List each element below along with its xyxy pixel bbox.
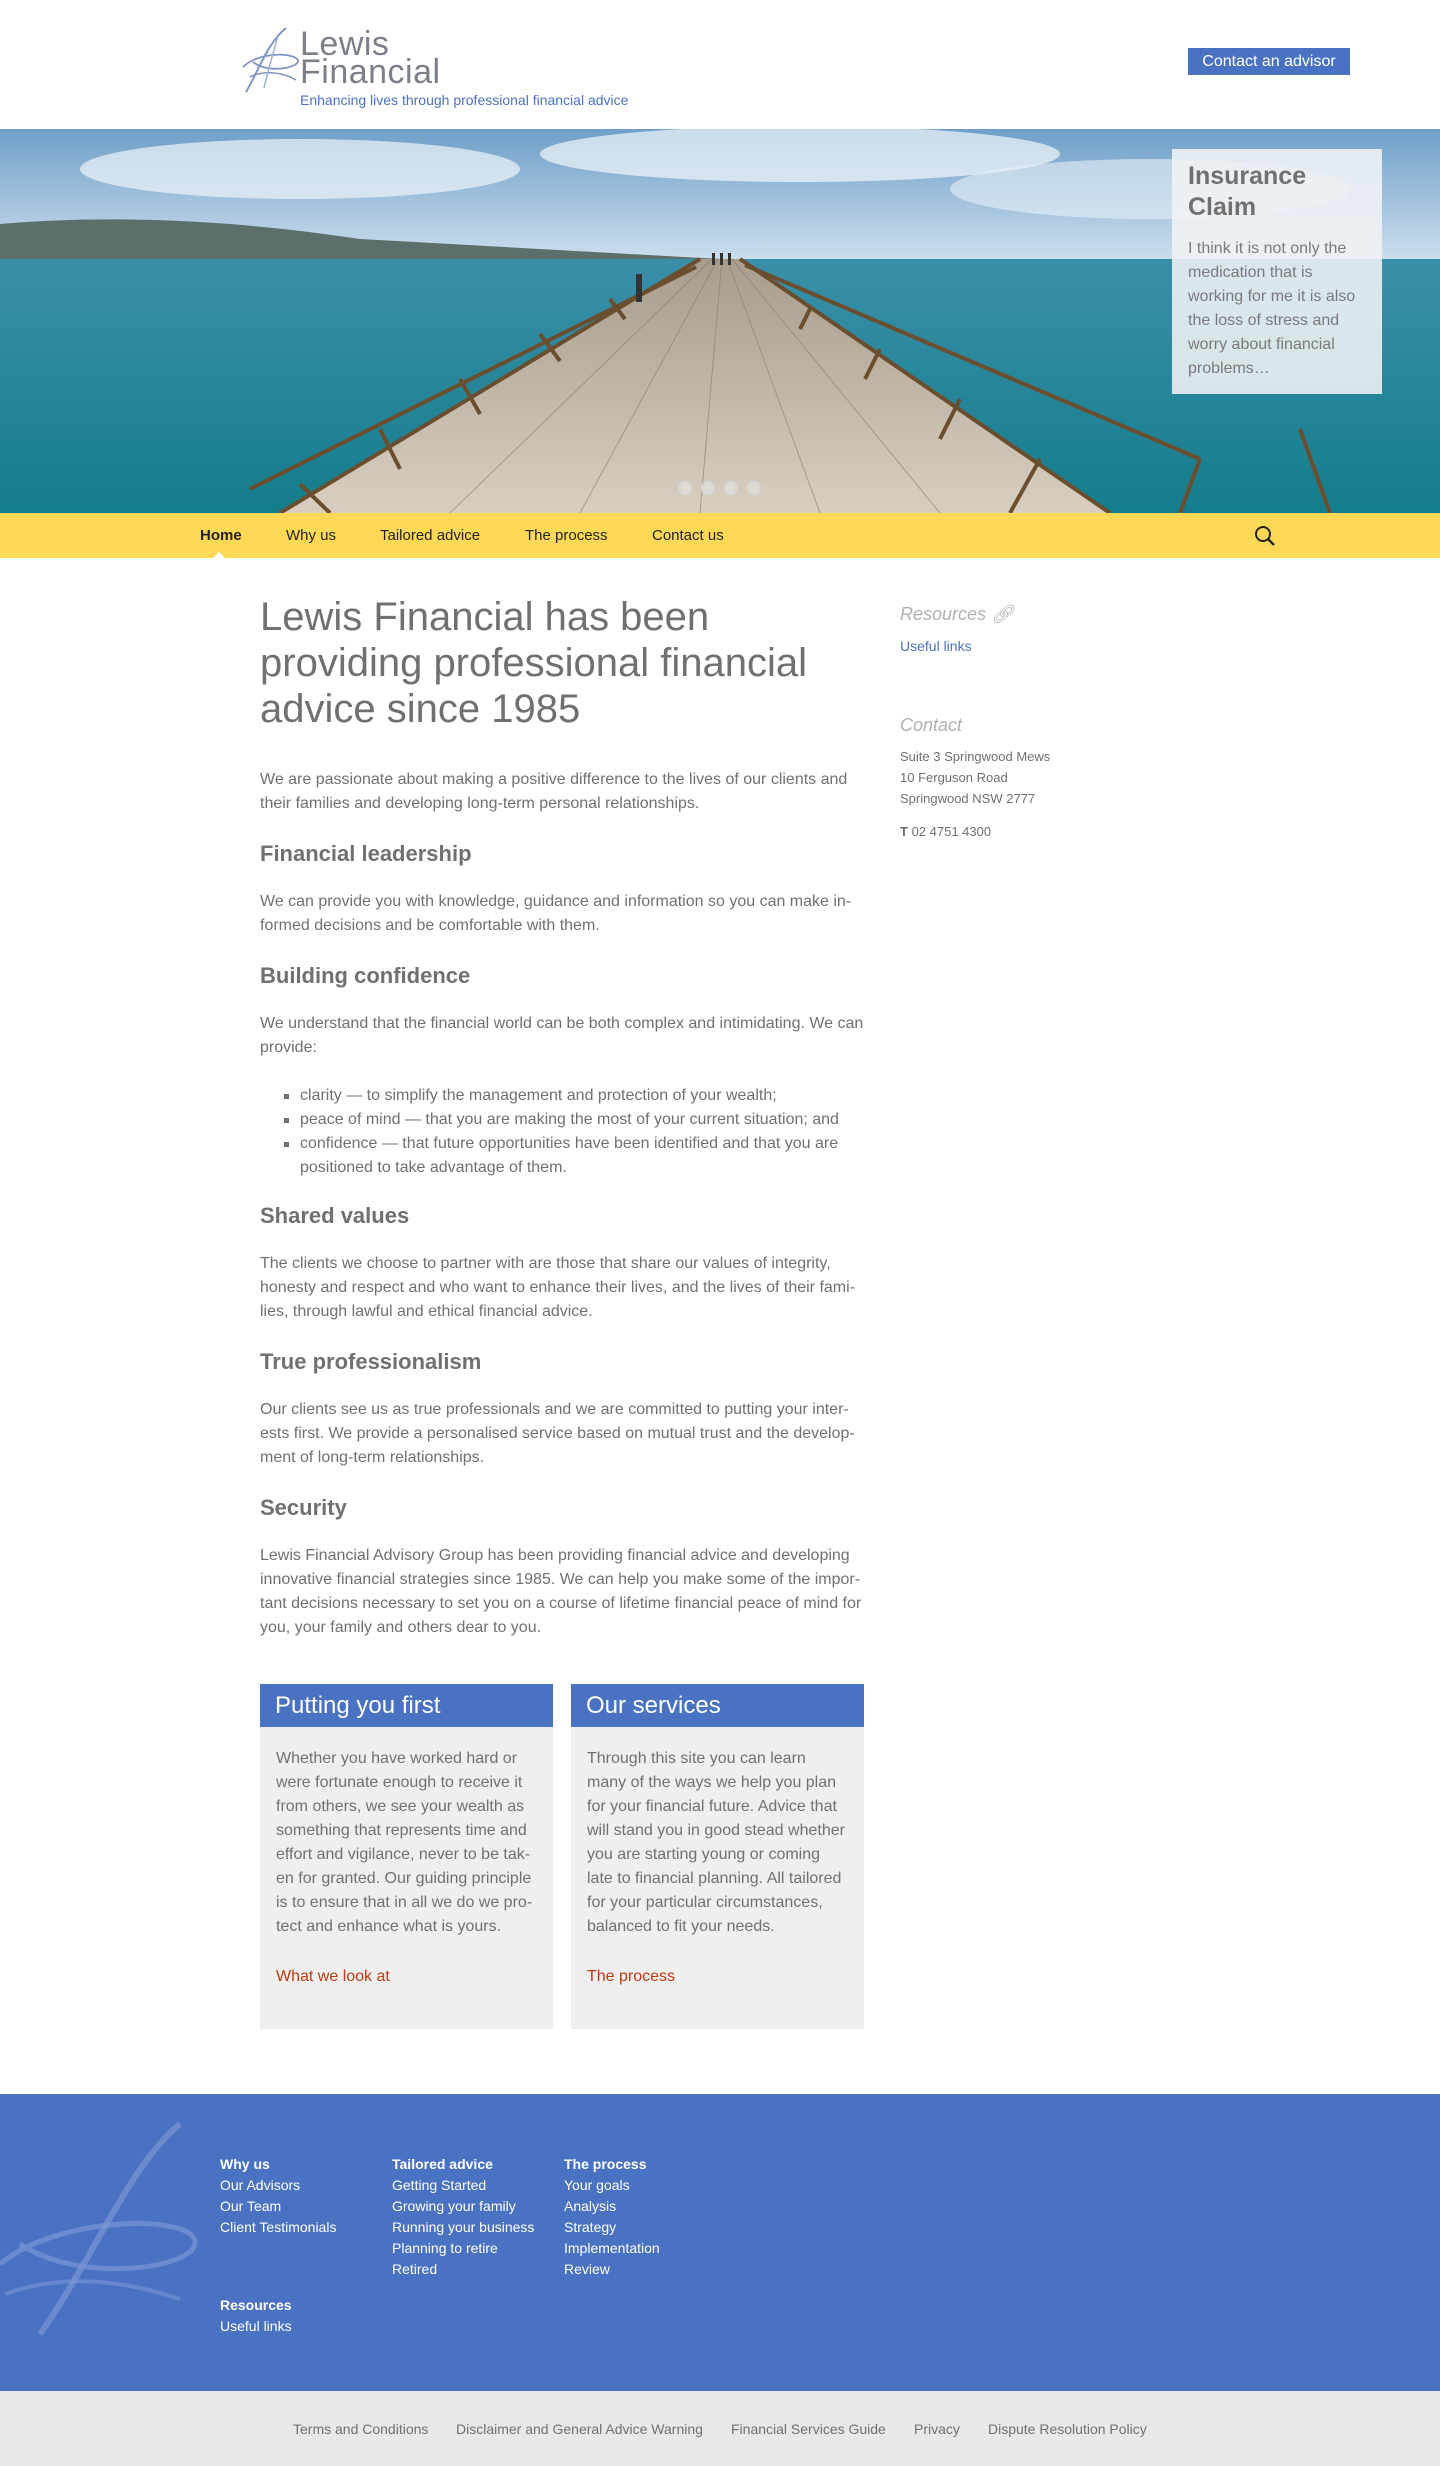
link-icon: 🔗︎: [991, 604, 1014, 624]
the-process-link[interactable]: The process: [587, 1968, 676, 1985]
logo-line-2: Financial: [300, 53, 441, 91]
footer-col-why-us: [220, 2154, 336, 2238]
footer-col-resources: [220, 2295, 292, 2337]
dispute-policy-link[interactable]: Dispute Resolution Policy: [988, 2421, 1147, 2437]
heading-true-professionalism: True professionalism: [260, 1349, 482, 1374]
site-footer: [0, 2094, 1440, 2391]
terms-link[interactable]: Terms and Conditions: [293, 2421, 429, 2437]
footer-link[interactable]: Running your business: [392, 2219, 535, 2235]
footer-link[interactable]: Our Team: [220, 2198, 282, 2214]
card-putting-you-first: [260, 1684, 553, 2029]
page-title: Lewis Financial has been providing professional financial advice since 1985: [260, 595, 807, 731]
paragraph-financial-leadership: We can provide you with knowledge, guidance and information so you can make informed decisions and be comfortable with them.: [260, 893, 852, 934]
contact-advisor-button[interactable]: Contact an advisor: [1188, 48, 1350, 75]
phone-label: T: [900, 824, 908, 839]
testimonial-title: [1188, 161, 1366, 223]
footer-heading[interactable]: Tailored advice: [392, 2156, 493, 2172]
footer-link[interactable]: Useful links: [220, 2318, 292, 2334]
logo-watermark-icon: [0, 2094, 200, 2391]
site-header: [0, 0, 1440, 129]
list-item: confidence — that future opportunities have been identified and that you are positioned to take advantage of them.: [300, 1132, 860, 1180]
footer-link[interactable]: Getting Started: [392, 2177, 487, 2193]
footer-link[interactable]: Growing your family: [392, 2198, 516, 2214]
logo-line-1: Lewis: [300, 25, 390, 63]
address-line: Springwood NSW 2777: [900, 791, 1036, 806]
main-content: [0, 558, 1440, 2094]
slider-dot[interactable]: [701, 481, 715, 495]
useful-links-link[interactable]: Useful links: [900, 638, 972, 654]
paragraph-shared-values: The clients we choose to partner with are those that share our values of integrity, honesty and respect and who want to enhance their lives, and the lives of their families, through lawful and ethical financial advice.: [260, 1255, 856, 1320]
heading-security: Security: [260, 1495, 347, 1520]
footer-heading[interactable]: Why us: [220, 2156, 270, 2172]
paragraph-building-confidence: We understand that the financial world can be both complex and intimidating. We can provide:: [260, 1015, 864, 1056]
paragraph-security: Lewis Financial Advisory Group has been providing financial advice and developing innovative financial strategies since 1985. We can help you make some of the important decisions necessary to set you on a course of lifetime financial peace of mind for you, your family and others dear to you.: [260, 1547, 862, 1636]
card-title: Our services: [571, 1684, 864, 1727]
footer-col-tailored-advice: [392, 2154, 534, 2280]
address-line: 10 Ferguson Road: [900, 770, 1008, 785]
contact-address: [900, 746, 1050, 809]
card-text: Through this site you can learn many of the ways we help you plan for your financial future. Advice that will stand you in good stead whether you are starting young or coming late to financial planning. All tailored for your particular circumstances, balanced to fit your needs.: [587, 1750, 845, 1935]
intro-paragraph: We are passionate about making a positive difference to the lives of our clients and their families and developing long-term personal relationships.: [260, 771, 848, 812]
testimonial-panel: [1172, 149, 1382, 394]
nav-item-home[interactable]: Home: [200, 527, 242, 544]
resources-title: Resources: [900, 604, 987, 624]
card-our-services: [571, 1684, 864, 2029]
hero-slider: [0, 129, 1440, 513]
card-text: Whether you have worked hard or were fortunate enough to receive it from others, we see your wealth as something that represents time and effort and vigilance, never to be taken for granted. Our guiding principle is to ensure that in all we do we protect and enhance what is yours.: [276, 1750, 533, 1935]
testimonial-title-line-2: Claim: [1188, 193, 1257, 221]
slider-dot[interactable]: [747, 481, 761, 495]
privacy-link[interactable]: Privacy: [914, 2421, 960, 2437]
resources-heading: [900, 604, 1014, 625]
address-line: Suite 3 Springwood Mews: [900, 749, 1051, 764]
list-item: clarity — to simplify the management and protection of your wealth;: [300, 1084, 860, 1108]
tagline: Enhancing lives through professional financial advice: [300, 92, 629, 108]
main-nav: [0, 513, 1440, 558]
footer-link[interactable]: Analysis: [564, 2198, 617, 2214]
footer-link[interactable]: Planning to retire: [392, 2240, 498, 2256]
legal-bar: [0, 2391, 1440, 2466]
search-icon[interactable]: [1254, 525, 1276, 547]
footer-link[interactable]: Your goals: [564, 2177, 630, 2193]
contact-heading: Contact: [900, 715, 963, 735]
footer-heading[interactable]: The process: [564, 2156, 647, 2172]
testimonial-text: I think it is not only the medication that is working for me it is also the loss of stress and worry about financial problems…: [1188, 240, 1356, 377]
disclaimer-link[interactable]: Disclaimer and General Advice Warning: [456, 2421, 703, 2437]
nav-item-the-process[interactable]: The process: [525, 527, 608, 544]
fsg-link[interactable]: Financial Services Guide: [731, 2421, 886, 2437]
contact-phone: [900, 824, 991, 839]
phone-number[interactable]: 02 4751 4300: [911, 824, 992, 839]
nav-item-why-us[interactable]: Why us: [286, 527, 337, 544]
footer-link[interactable]: Review: [564, 2261, 610, 2277]
logo-wordmark[interactable]: [300, 25, 441, 91]
heading-financial-leadership: Financial leadership: [260, 841, 472, 866]
testimonial-title-line-1: Insurance: [1188, 162, 1307, 190]
nav-item-contact-us[interactable]: Contact us: [652, 527, 724, 544]
slider-dot[interactable]: [678, 481, 692, 495]
footer-link[interactable]: Our Advisors: [220, 2177, 301, 2193]
card-title: Putting you first: [260, 1684, 553, 1727]
paragraph-true-professionalism: Our clients see us as true professionals and we are committed to putting your interests first. We provide a personalised service based on mutual trust and the development of long-term relationships.: [260, 1401, 855, 1466]
footer-link[interactable]: Client Testimonials: [220, 2219, 337, 2235]
footer-link[interactable]: Strategy: [564, 2219, 617, 2235]
heading-building-confidence: Building confidence: [260, 963, 471, 988]
benefits-list: [300, 1084, 860, 1180]
slider-dots: [678, 481, 761, 495]
footer-heading[interactable]: Resources: [220, 2297, 292, 2313]
footer-col-the-process: [564, 2154, 660, 2280]
slider-dot[interactable]: [724, 481, 738, 495]
footer-link[interactable]: Retired: [392, 2261, 438, 2277]
heading-shared-values: Shared values: [260, 1203, 410, 1228]
list-item: peace of mind — that you are making the most of your current situation; and: [300, 1108, 860, 1132]
footer-link[interactable]: Implementation: [564, 2240, 660, 2256]
nav-item-tailored-advice[interactable]: Tailored advice: [380, 527, 481, 544]
what-we-look-at-link[interactable]: What we look at: [276, 1968, 390, 1985]
